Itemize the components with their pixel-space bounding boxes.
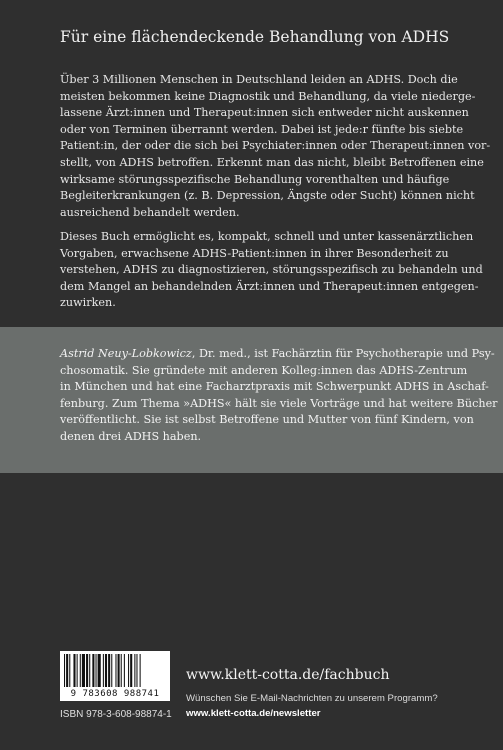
isbn-number: ISBN 978-3-608-98874-1 xyxy=(60,709,172,720)
text-line: Vorgaben, erwachsene ADHS-Patient:innen in ihrer Besonderheit zu xyxy=(60,246,449,260)
text-line: stellt, von ADHS betroffen. Erkennt man das nicht, bleibt Betroffenen eine xyxy=(60,155,484,169)
text-line: fenburg. Zum Thema »ADHS« hält sie viele Vorträge und hat weitere Bücher xyxy=(60,396,498,410)
text-line: Dieses Buch ermöglicht es, kompakt, schnell und unter kassenärztlichen xyxy=(60,230,474,243)
barcode-digits: 9 783608 988741 xyxy=(70,689,160,699)
barcode-bar xyxy=(134,654,135,687)
text-line: zuwirken. xyxy=(60,296,116,310)
barcode-bar xyxy=(111,654,112,687)
text-line xyxy=(60,346,495,363)
barcode-bars-icon xyxy=(60,651,170,689)
barcode-bar xyxy=(82,654,85,687)
barcode-bar xyxy=(64,654,65,687)
description-paragraph-1 xyxy=(60,72,491,221)
barcode-bar xyxy=(98,654,101,687)
text-line: veröffentlicht. Sie ist selbst Betroffene und Mutter von fünf Kindern, von xyxy=(60,413,474,427)
text-line: dem Mangel an behandelnden Ärzt:innen und Therapeut:innen entgegen- xyxy=(60,279,479,293)
text-line: denen drei ADHS haben. xyxy=(60,429,202,443)
page-heading: Für eine flächendeckende Behandlung von ADHS xyxy=(60,28,450,46)
text-line: chosomatik. Sie gründete mit anderen Kolleg:innen das ADHS-Zentrum xyxy=(60,363,468,377)
barcode-bar xyxy=(118,654,120,687)
text-line: wirksame störungsspezifische Behandlung vorenthalten und häufige xyxy=(60,172,450,186)
text-line: Begleiterkrankungen (z. B. Depression, Ängste oder Sucht) können nicht xyxy=(60,189,475,203)
barcode-bar xyxy=(66,654,68,687)
barcode-bar xyxy=(77,654,78,687)
barcode-bar xyxy=(92,654,94,687)
barcode-bar xyxy=(89,654,90,687)
newsletter-link[interactable] xyxy=(186,708,321,719)
barcode-bar xyxy=(96,654,97,687)
author-bio xyxy=(60,346,498,446)
barcode-bar xyxy=(105,654,107,687)
barcode-bar xyxy=(73,654,75,687)
barcode-bar xyxy=(115,654,116,687)
text-line: meisten bekommen keine Diagnostik und Behandlung, da viele niederge- xyxy=(60,89,476,103)
barcode-bar xyxy=(130,654,132,687)
barcode-bar xyxy=(136,654,137,687)
author-name: Astrid Neuy-Lobkowicz xyxy=(60,347,192,360)
newsletter-question: Wünschen Sie E-Mail-Nachrichten zu unserem Programm? xyxy=(186,693,438,704)
text-line: oder von Terminen überrannt werden. Dabei ist jede:r fünfte bis siebte xyxy=(60,122,464,136)
newsletter-url[interactable]: www.klett-cotta.de/newsletter xyxy=(186,708,321,719)
barcode-bar xyxy=(128,654,129,687)
barcode-bar xyxy=(103,654,104,687)
barcode-bar xyxy=(80,654,81,687)
barcode-bar xyxy=(86,654,88,687)
text-line: verstehen, ADHS zu diagnostizieren, störungsspezifisch zu behandeln und xyxy=(60,263,483,277)
text-line: Über 3 Millionen Menschen in Deutschland leiden an ADHS. Doch die xyxy=(60,73,458,86)
description-paragraph-2 xyxy=(60,229,483,312)
barcode-bar xyxy=(69,654,70,687)
barcode-bar xyxy=(121,654,122,687)
text-line: lassene Ärzt:innen und Therapeut:innen sich entweder nicht auskennen xyxy=(60,106,469,120)
bio-first-line: , Dr. med., ist Fachärztin für Psychotherapie und Psy- xyxy=(191,347,495,360)
text-line: ausreichend behandelt werden. xyxy=(60,205,240,219)
barcode-bar xyxy=(124,654,125,687)
barcode-bar xyxy=(108,654,110,687)
barcode-bar xyxy=(140,654,141,687)
publisher-link[interactable]: www.klett-cotta.de/fachbuch xyxy=(186,667,390,683)
text-line: in München und hat eine Facharztpraxis mit Schwerpunkt ADHS in Aschaf- xyxy=(60,380,489,394)
text-line: Patient:in, der oder die sich bei Psychiater:innen oder Therapeut:innen vor- xyxy=(60,139,491,153)
